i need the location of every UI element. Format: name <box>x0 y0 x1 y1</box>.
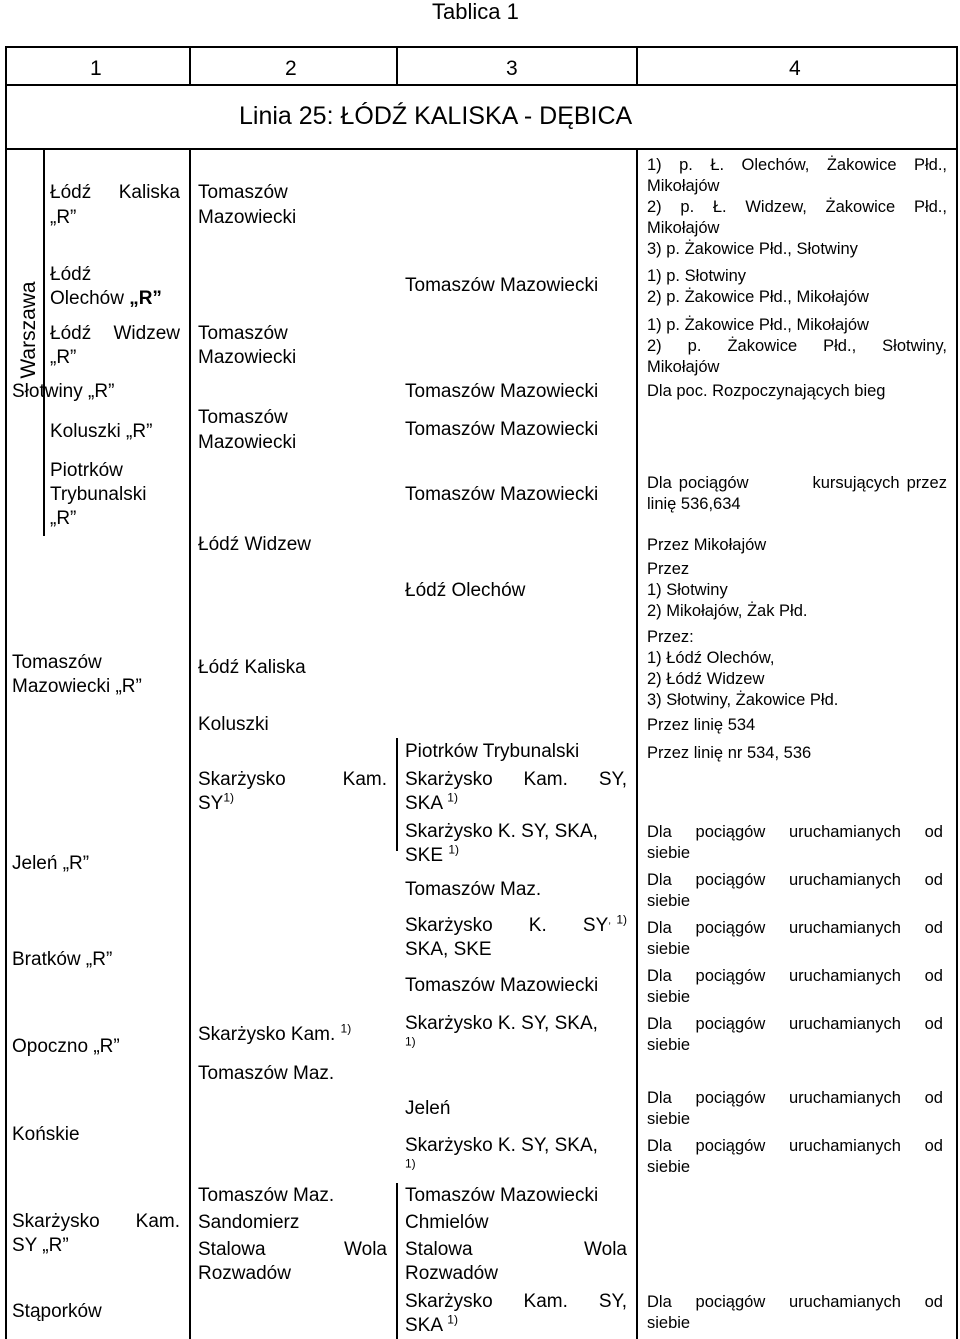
c4-r1-line5: 3) p. Żakowice Płd., Słotwiny <box>647 240 858 258</box>
c3-chmielow: Chmielów <box>405 1212 489 1233</box>
c2-skarz1-line1: Skarżysko Kam. <box>198 769 387 790</box>
col-divider-2 <box>396 46 398 85</box>
c4-r1-line2: Mikołajów <box>647 177 720 195</box>
c2-lodz-widzew: Łódź Widzew <box>198 534 311 555</box>
col-divider-2b <box>396 738 398 851</box>
c4-r7: Przez Mikołajów <box>647 536 767 554</box>
col-header-1: 1 <box>90 57 102 80</box>
c3-sk4-line2: 1) <box>405 1034 416 1049</box>
page-title: Tablica 1 <box>432 0 519 24</box>
c4-dla-7: Dla pociągów uruchamianych od <box>647 1137 943 1155</box>
c1-skarzysko-line1: Skarżysko Kam. <box>12 1211 180 1232</box>
c4-siebie-1: siebie <box>647 844 691 862</box>
c4-siebie-4: siebie <box>647 988 691 1006</box>
c1-kaliska-r: „R” <box>50 207 77 228</box>
line-title: Linia 25: ŁÓDŹ KALISKA - DĘBICA <box>239 102 633 130</box>
c1-jelen: Jeleń „R” <box>12 853 90 874</box>
c3-sk3-line2: SKA, SKE <box>405 939 492 960</box>
c3-lodz-olechow: Łódź Olechów <box>405 580 526 601</box>
c4-dla-8: Dla pociągów uruchamianych od <box>647 1293 943 1311</box>
table-border-top <box>5 46 958 48</box>
c4-siebie-7: siebie <box>647 1158 691 1176</box>
c2-tm1-line1: Tomaszów <box>198 182 288 203</box>
warszawa-group-divider <box>43 148 45 536</box>
c3-tm-b: Tomaszów Mazowiecki <box>405 381 599 402</box>
c3-sk2-line1: Skarżysko K. SY, SKA, <box>405 821 598 842</box>
c3-sk1-line2: SKA $^{1)}$ <box>405 790 458 814</box>
c1-olechow-line1: Łódź <box>50 264 92 285</box>
c1-lodz: Łódź <box>50 182 92 203</box>
c1-koluszki: Koluszki „R” <box>50 421 153 442</box>
c3-sk2-line2: SKE $^{1)}$ <box>405 842 459 866</box>
c2-stalowa-line1: Stalowa Wola <box>198 1239 387 1260</box>
c3-sk3-line1: Skarżysko K. SY, $^{1)}$ <box>405 912 627 936</box>
c4-siebie-3: siebie <box>647 940 691 958</box>
c4-siebie-8: siebie <box>647 1314 691 1332</box>
c3-sk4-line1: Skarżysko K. SY, SKA, <box>405 1013 598 1034</box>
c4-r2-line1: 1) p. Słotwiny <box>647 267 747 285</box>
c2-skarz2: Skarżysko Kam. $^{1)}$ <box>198 1021 352 1045</box>
c4-r8-line2: 1) Słotwiny <box>647 581 728 599</box>
c2-stalowa-line2: Rozwadów <box>198 1263 291 1284</box>
header-divider <box>5 84 958 86</box>
c4-r3-line2: 2) p. Żakowice Płd., Słotwiny, <box>647 337 947 355</box>
c4-r3-line1: 1) p. Żakowice Płd., Mikołajów <box>647 316 869 334</box>
c3-tm-e: Tomaszów Mazowiecki <box>405 975 599 996</box>
c4-siebie-6: siebie <box>647 1110 691 1128</box>
c2-tmaz1: Tomaszów Maz. <box>198 1063 335 1084</box>
c4-r9-line1: Przez: <box>647 628 694 646</box>
c1-piotrkow-line1: Piotrków <box>50 460 123 481</box>
col-divider-1b <box>189 148 191 1339</box>
col-divider-3 <box>636 46 638 85</box>
c4-siebie-5: siebie <box>647 1036 691 1054</box>
col-divider-3b <box>636 148 638 1339</box>
c4-r9-line4: 3) Słotwiny, Żakowice Płd. <box>647 691 839 709</box>
c1-slotwiny: Słotwiny „R” <box>12 381 115 402</box>
col-header-3: 3 <box>506 57 518 80</box>
c4-r10: Przez linię 534 <box>647 716 756 734</box>
c1-bratkow: Bratków „R” <box>12 949 113 970</box>
col-header-2: 2 <box>285 57 297 80</box>
c2-lodz-kaliska: Łódź Kaliska <box>198 657 306 678</box>
c2-tm3-line1: Tomaszów <box>198 407 288 428</box>
c1-konskie: Końskie <box>12 1124 80 1145</box>
table-border-right <box>956 46 958 1339</box>
col-divider-1 <box>189 46 191 85</box>
c4-r1-line1: 1) p. Ł. Olechów, Żakowice Płd., <box>647 156 947 174</box>
c4-dla-2: Dla pociągów uruchamianych od <box>647 871 943 889</box>
c4-dla-6: Dla pociągów uruchamianych od <box>647 1089 943 1107</box>
table-border-left <box>5 46 7 1339</box>
c1-tomaszow-line2: Mazowiecki „R” <box>12 676 142 697</box>
c1-skarzysko-line2: SY „R” <box>12 1235 69 1256</box>
c4-r9-line2: 1) Łódź Olechów, <box>647 649 775 667</box>
col-header-4: 4 <box>789 57 801 80</box>
c3-sk5-line1: Skarżysko K. SY, SKA, <box>405 1135 598 1156</box>
c4-r8-line3: 2) Mikołajów, Żak Płd. <box>647 602 808 620</box>
c4-r1-line3: 2) p. Ł. Widzew, Żakowice Płd., <box>647 198 947 216</box>
c4-r3-line3: Mikołajów <box>647 358 720 376</box>
c4-r1-line4: Mikołajów <box>647 219 720 237</box>
c4-r8-line1: Przez <box>647 560 690 578</box>
c1-piotrkow-r: „R” <box>50 508 77 529</box>
c4-siebie-2: siebie <box>647 892 691 910</box>
c3-sk6-line1: Skarżysko Kam. SY, <box>405 1291 627 1312</box>
c4-r6-line1: Dla pociągów kursujących przez <box>647 474 947 492</box>
c4-r6-line2: linię 536,634 <box>647 495 741 513</box>
c1-kaliska: Kaliska <box>118 182 180 203</box>
c4-dla-1: Dla pociągów uruchamianych od <box>647 823 943 841</box>
c4-r11: Przez linię nr 534, 536 <box>647 744 812 762</box>
c4-r2-line2: 2) p. Żakowice Płd., Mikołajów <box>647 288 869 306</box>
c3-piotrkow: Piotrków Trybunalski <box>405 741 580 762</box>
c3-tmaz: Tomaszów Maz. <box>405 879 542 900</box>
c1-staporkow: Stąporków <box>12 1301 102 1322</box>
line-title-divider <box>5 148 958 150</box>
c2-skarz1-line2: SY$^{1)}$ <box>198 790 235 814</box>
c3-tm-d: Tomaszów Mazowiecki <box>405 484 599 505</box>
c2-sandomierz: Sandomierz <box>198 1212 300 1233</box>
c3-sk6-line2: SKA $^{1)}$ <box>405 1312 458 1336</box>
col-divider-2c <box>396 1183 398 1339</box>
c1-opoczno: Opoczno „R” <box>12 1036 120 1057</box>
c3-sk5-line2: 1) <box>405 1156 416 1171</box>
c1-piotrkow-line2: Trybunalski <box>50 484 147 505</box>
c3-stalowa-line2: Rozwadów <box>405 1263 498 1284</box>
c2-koluszki: Koluszki <box>198 714 269 735</box>
c4-dla-5: Dla pociągów uruchamianych od <box>647 1015 943 1033</box>
c4-dla-3: Dla pociągów uruchamianych od <box>647 919 943 937</box>
c3-tm-f: Tomaszów Mazowiecki <box>405 1185 599 1206</box>
c3-jelen: Jeleń <box>405 1098 451 1119</box>
c2-tm2-line1: Tomaszów <box>198 323 288 344</box>
c4-r9-line3: 2) Łódź Widzew <box>647 670 765 688</box>
group-label-warszawa: Warszawa <box>17 281 40 379</box>
c2-tm3-line2: Mazowiecki <box>198 432 297 453</box>
c1-tomaszow-line1: Tomaszów <box>12 652 102 673</box>
c2-tmaz2: Tomaszów Maz. <box>198 1185 335 1206</box>
c2-tm1-line2: Mazowiecki <box>198 207 297 228</box>
c1-widzew-r: „R” <box>50 347 77 368</box>
c4-dla-4: Dla pociągów uruchamianych od <box>647 967 943 985</box>
c1-olechow-line2: Olechów „R” <box>50 288 162 309</box>
c3-sk1-line1: Skarżysko Kam. SY, <box>405 769 627 790</box>
c4-r4: Dla poc. Rozpoczynających bieg <box>647 382 886 400</box>
c2-tm2-line2: Mazowiecki <box>198 347 297 368</box>
c3-tm-c: Tomaszów Mazowiecki <box>405 419 599 440</box>
c1-widzew-line1: Łódź Widzew <box>50 323 180 344</box>
c1-lodz-kaliska-line1 <box>50 181 180 205</box>
c3-tm-a: Tomaszów Mazowiecki <box>405 275 599 296</box>
c3-stalowa-line1: Stalowa Wola <box>405 1239 627 1260</box>
